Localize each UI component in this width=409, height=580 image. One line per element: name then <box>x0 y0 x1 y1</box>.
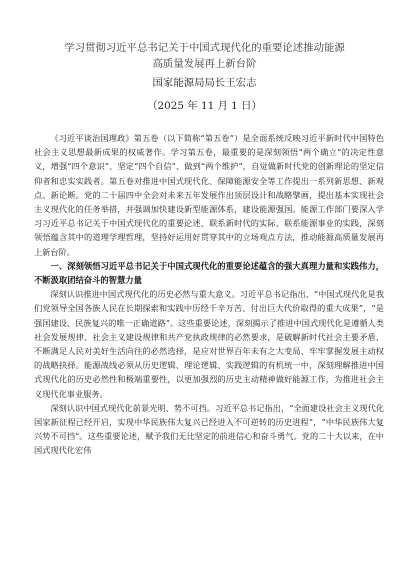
paragraph-2: 深刻认识中国式现代化前景光明、势不可挡。习近平总书记指出，“全面建设社会主义现代化国家新征程已经开启，实现中华民族伟大复兴已经进入不可逆转的历史进程”，“中华民族伟大复兴势不可挡”。这些重要论述，赋予我们无比坚定的前进信心和奋斗勇气。党的二十大以来，在中国式现代化宏伟 <box>34 402 384 456</box>
paragraph-1: 深刻认识推进中国式现代化的历史必然与重大意义。习近平总书记指出，“中国式现代化是我们党领导全国各族人民在长期探索和实践中历经千辛万苦、付出巨大代价取得的重大成果”，“是强国建设、民族复兴的唯一正确道路”。这些重要论述，深刻揭示了推进中国式现代化是遵循人类社会发展规律、社会主义建设规律和共产党执政规律的必然要求，是破解新时代社会主要矛盾、不断满足人民对美好生活向往的必然选择，是应对世界百年未有之大变局、牢牢掌握发展主动权的战略抉择。能源战线必须从历史逻辑、理论逻辑、实践逻辑的有机统一中，深刻理解推进中国式现代化的历史必然性和极端重要性，以更加强烈的历史主动精神做好能源工作，为推进社会主义现代化事业服务。 <box>34 289 384 399</box>
author-line: 国家能源局局长王宏志 <box>152 77 257 89</box>
document-title: 学习贯彻习近平总书记关于中国式现代化的重要论述推动能源高质量发展再上新台阶 <box>64 42 345 70</box>
paragraph-intro: 《习近平谈治国理政》第五卷（以下简称“第五卷”）是全面系统反映习近平新时代中国特色社会主义思想最新成果的权威著作。学习第五卷，最重要的是深刻领悟“两个确立”的决定性意义，增强“四个意识”、坚定“四个自信”、做到“两个维护”，自觉做新时代党的创新理论的坚定信仰者和忠实实践者。第五卷对推进中国式现代化、保障能源安全等工作提出一系列新思想、新观点、新论断。党的二十届四中全会对未来五年发展作出顶层设计和战略擘画，提出基本实现社会主义现代化的任务举措，并强调加快建设新型能源体系，建设能源强国。能源工作部门要深入学习习近平总书记关于中国式现代化的重要论述，联系新时代的实际，联系能源事业的实践，深刻领悟蕴含其中的道理学理哲理，坚持好运用好贯穿其中的立场观点方法，推动能源高质量发展再上新台阶。 <box>34 133 384 257</box>
date-line: （2025 年 11 月 1 日） <box>147 100 262 112</box>
document-body <box>34 131 384 458</box>
section-heading-1: 一、深刻领悟习近平总书记关于中国式现代化的重要论述蕴含的强大真理力量和实践伟力，不断汲取团结奋斗的智慧力量 <box>34 260 384 286</box>
